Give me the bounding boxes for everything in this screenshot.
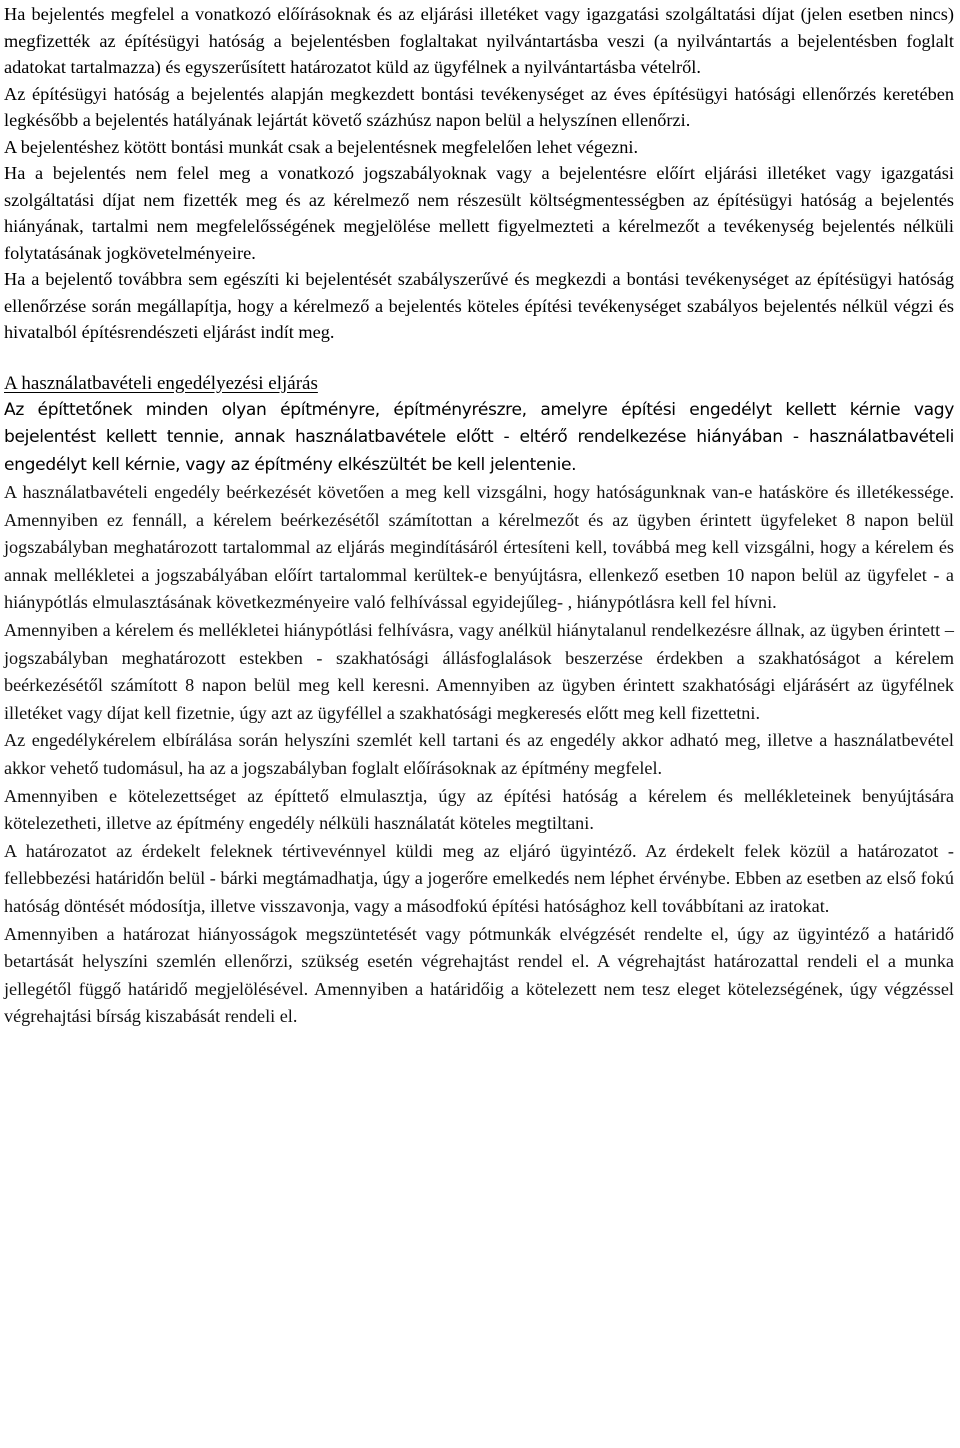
section-building-demolition-notification — [4, 0, 954, 346]
paragraph: Amennyiben a kérelem és mellékletei hiánypótlási felhívásra, vagy anélkül hiánytalanul rendelkezésre állnak, az ügyben érintett – jogszabályban meghatározott estekben - szakhatósági állásfoglalások beszerzése érdekben a szakhatóságot a kérelem beérkezésétől számított 8 napon belül meg kell keresni. Amennyiben az ügyben érintett szakhatósági eljárásért az ügyfélnek illetéket vagy díjat kell fizetnie, úgy azt az ügyféllel a szakhatósági megkeresés előtt meg kell fizettetni. — [4, 619, 954, 723]
paragraph: A bejelentéshez kötött bontási munkát csak a bejelentésnek megfelelően lehet végezni. — [4, 136, 639, 157]
paragraph: Az építésügyi hatóság a bejelentés alapján megkezdett bontási tevékenységet az éves építésügyi hatósági ellenőrzés keretében legkésőbb a bejelentés hatályának lejártát követő százhúsz napon belül a helyszínen ellenőrzi. — [4, 83, 954, 130]
paragraph: Amennyiben a határozat hiányosságok megszüntetését vagy pótmunkák elvégzését rendelte el, úgy az ügyintéző a határidő betartását helyszíni szemlén ellenőrzi, szükség esetén végrehajtást rendel el. A végrehajtást határozattal rendeli el a munka jellegétől függő határidő megjelölésével. Amennyiben a határidőig a kötelezett nem tesz eleget kötelezségének, úgy végzéssel végrehajtási bírság kiszabását rendeli el. — [4, 923, 954, 1027]
section-occupancy-permit-procedure — [4, 370, 954, 1031]
paragraph: Ha a bejelentés nem felel meg a vonatkozó jogszabályoknak vagy a bejelentésre előírt eljárási illetéket vagy igazgatási szolgáltatási díjat nem fizették meg és az kérelmező nem részesült költségmentességben az építésügyi hatóság a bejelentés hiányának, tartalmi nem megfelelősségének megjelölése mellett figyelmezteti a kérelmezőt a tevékenység bejelentés nélküli folytatásának jogkövetelményeire. — [4, 163, 954, 263]
paragraph: Amennyiben e kötelezettséget az építtető elmulasztja, úgy az építési hatóság a kérelem és mellékleteinek benyújtására kötelezetheti, illetve az építmény engedély nélküli használatát köteles megtiltani. — [4, 785, 954, 834]
paragraph: Ha a bejelentő továbbra sem egészíti ki bejelentését szabályszerűvé és megkezdi a bontási tevékenységet az építésügyi hatóság ellenőrzése során megállapítja, hogy a kérelmező a bejelentés köteles építési tevékenységet szabályos bejelentés nélkül végzi és hivatalból építésrendészeti eljárást indít meg. — [4, 269, 954, 342]
lead-paragraph: Az építtetőnek minden olyan építményre, építményrészre, amelyre építési engedélyt kellett kérnie vagy bejelentést kellett tennie, annak használatbavétele előtt - eltérő rendelkezése hiányában - használatbavételi engedélyt kell kérnie, vagy az építmény elkészültét be kell jelentenie. — [4, 399, 954, 475]
paragraph: A használatbavételi engedély beérkezését követően a meg kell vizsgálni, hogy hatóságunknak van-e hatásköre és illetékessége. Amennyiben ez fennáll, a kérelem beérkezésétől számítottan a kérelmezőt és az ügyben érintett ügyfeleket 8 napon belül jogszabályban meghatározott tartalommal az eljárás megindításáról értesíteni kell, továbbá meg kell vizsgálni, hogy a kérelem és annak mellékletei a jogszabályában előírt tartalommal kerültek-e benyújtásra, ellenkező esetben 10 napon belül az ügyfelet - a hiánypótlás elmulasztásának következményeire való felhívással egyidejűleg- , hiánypótlásra kell fel hívni. — [4, 482, 954, 613]
paragraph: Az engedélykérelem elbírálása során helyszíni szemlét kell tartani és az engedély akkor adható meg, illetve a használatbevétel akkor vehető tudomásul, ha az a jogszabályban foglalt előírásoknak az építmény megfelel. — [4, 730, 954, 778]
paragraph: A határozatot az érdekelt feleknek tértivevénnyel küldi meg az eljáró ügyintéző. Az érdekelt felek közül a határozatot - fellebbezési határidőn belül - bárki megtámadhatja, úgy a jogerőre emelkedés nem léphet érvénybe. Ebben az esetben az első fokú hatóság döntését módosítja, illetve visszavonja, vagy a másodfokú építési hatósághoz kell továbbítani az iratokat. — [4, 840, 954, 916]
section-heading: A használatbavételi engedélyezési eljárás — [4, 372, 318, 394]
paragraph: Ha bejelentés megfelel a vonatkozó előírásoknak és az eljárási illetéket vagy igazgatási szolgáltatási díjat (jelen esetben nincs) megfizették az építésügyi hatóság a bejelentésben foglaltakat nyilvántartásba veszi (a nyilvántartás a bejelentésben foglalt adatokat tartalmazza) és egyszerűsített határozatot küld az ügyfélnek a nyilvántartásba vételről. — [4, 4, 954, 77]
